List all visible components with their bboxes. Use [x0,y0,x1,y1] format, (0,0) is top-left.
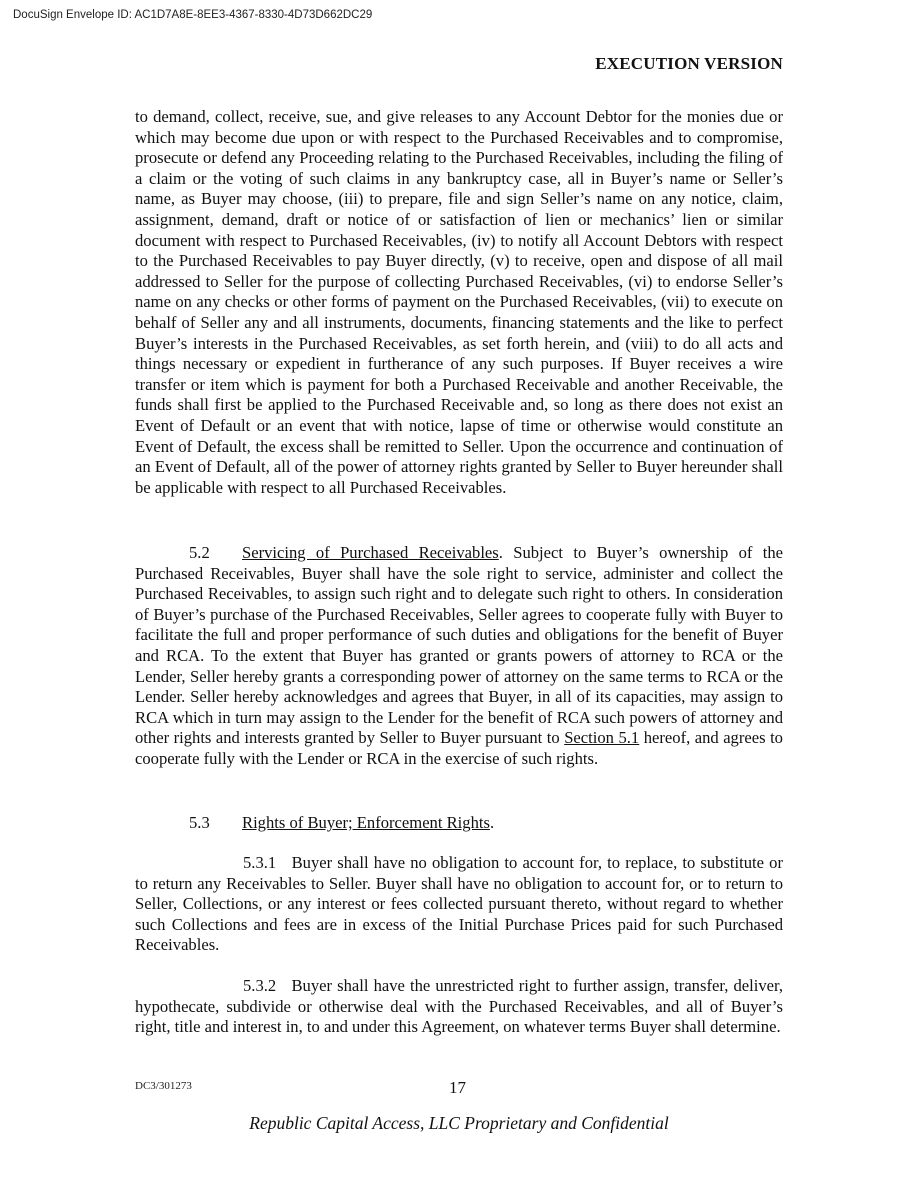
continuation-paragraph: to demand, collect, receive, sue, and give releases to any Account Debtor for the monies due or which may become due upon or with respect to the Purchased Receivables and to compromise, prosecute or defend any Proceeding relating to the Purchased Receivables, including the filing of a claim or the voting of such claims in any bankruptcy case, all in Buyer’s name or Seller’s name, as Buyer may choose, (iii) to prepare, file and sign Seller’s name on any notice, claim, assignment, demand, draft or notice of or satisfaction of lien or mechanics’ lien or similar document with respect to Purchased Receivables, (iv) to notify all Account Debtors with respect to the Purchased Receivables to pay Buyer directly, (v) to receive, open and dispose of all mail addressed to Seller for the purpose of collecting Purchased Receivables, (vi) to endorse Seller’s name on any checks or other forms of payment on the Purchased Receivables, (vii) to execute on behalf of Seller any and all instruments, documents, financing statements and the like to perfect Buyer’s interests in the Purchased Receivables, as set forth herein, and (viii) to do all acts and things necessary or expedient in furtherance of any such purposes. If Buyer receives a wire transfer or item which is payment for both a Purchased Receivable and another Receivable, the funds shall first be applied to the Purchased Receivable and, so long as there does not exist an Event of Default or an event that with notice, lapse of time or otherwise would constitute an Event of Default, the excess shall be remitted to Seller. Upon the occurrence and continuation of an Event of Default, all of the power of attorney rights granted by Seller to Buyer hereunder shall be applicable with respect to all Purchased Receivables. [135,107,783,497]
section-5-3-1-paragraph [135,853,783,956]
section-5-3-heading-line [189,813,494,833]
section-5-3-heading-suffix: . [489,813,495,832]
document-number: DC3/301273 [135,1080,192,1092]
section-5-2-text: . Subject to Buyer’s ownership of the Purchased Receivables, Buyer shall have the sole right to service, administer and collect the Purchased Receivables, to assign such right and to delegate such right to others. In consideration of Buyer’s purchase of the Purchased Receivables, Seller agrees to cooperate fully with Buyer to facilitate the full and proper performance of such duties and obligations for the benefit of Buyer and RCA. To the extent that Buyer has granted or grants powers of attorney to RCA or the Lender, Seller hereby grants a corresponding power of attorney on the same terms to RCA or the Lender. Seller hereby acknowledges and agrees that Buyer, in all of its capacities, may assign to RCA which in turn may assign to the Lender for the benefit of RCA such powers of attorney and other rights and interests granted by Seller to Buyer pursuant to [135,543,783,748]
section-5-3-1-number: 5.3.1 [243,853,277,872]
section-5-3-2-paragraph [135,976,783,1038]
section-5-1-reference: Section 5.1 [564,728,640,748]
section-5-2-heading: Servicing of Purchased Receivables [242,543,499,562]
section-5-3-number: 5.3 [189,813,210,832]
section-5-2-paragraph [135,543,783,770]
section-5-2-text-end: hereof, and agrees to cooperate fully with the Lender or RCA in the exercise of such rights. [135,728,783,768]
section-5-3-1-text: Buyer shall have no obligation to account for, to replace, to substitute or to return any Receivables to Seller. Buyer shall have no obligation to account for, or to return to Seller, Collections, or any interest or fees collected pursuant thereto, without regard to whether such Collections and fees are in excess of the Initial Purchase Prices paid for such Purchased Receivables. [135,853,783,955]
execution-version-label: EXECUTION VERSION [595,54,783,73]
docusign-envelope-id: DocuSign Envelope ID: AC1D7A8E-8EE3-4367-8330-4D73D662DC29 [13,9,373,21]
section-5-3-heading: Rights of Buyer; Enforcement Rights [242,813,490,832]
section-5-2-number: 5.2 [189,543,210,562]
section-5-3-2-text: Buyer shall have the unrestricted right to further assign, transfer, deliver, hypothecate, subdivide or otherwise deal with the Purchased Receivables, and all of Buyer’s right, title and interest in, to and under this Agreement, on whatever terms Buyer shall determine. [135,976,783,1037]
section-5-3-2-number: 5.3.2 [243,976,277,995]
confidentiality-footer: Republic Capital Access, LLC Proprietary and Confidential [249,1113,669,1133]
page-number: 17 [449,1078,466,1097]
